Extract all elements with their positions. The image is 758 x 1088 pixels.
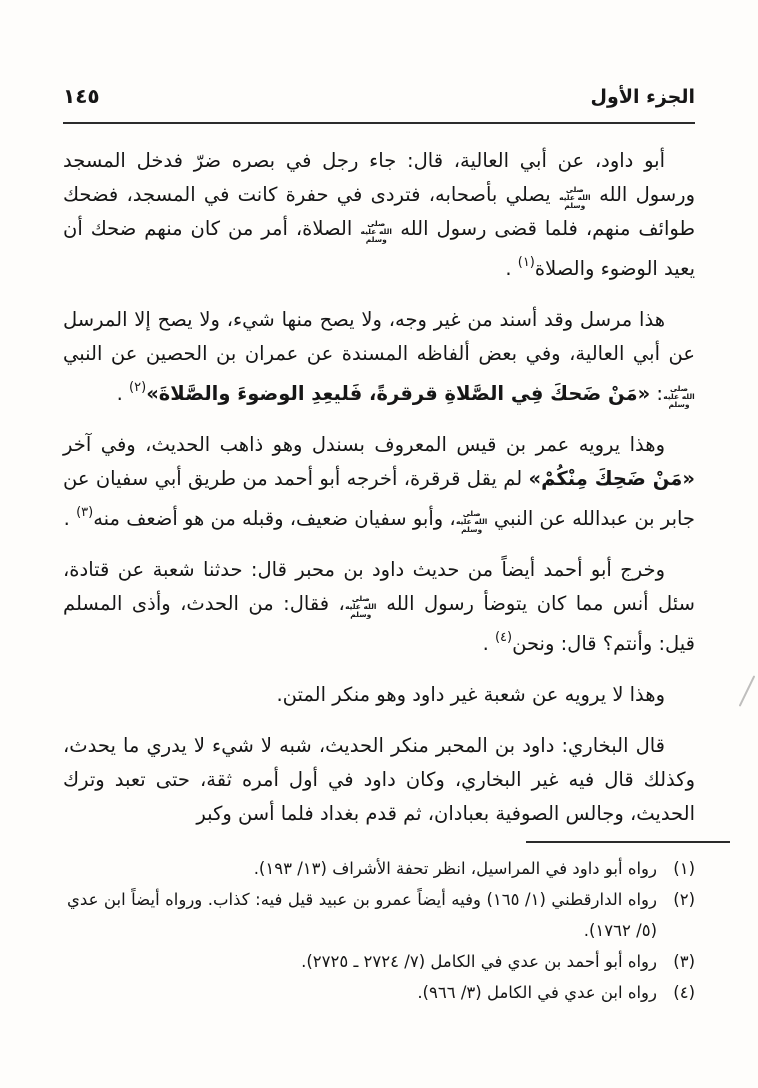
honorific-saw-icon: صلى الله عليه وسلم [345, 594, 377, 619]
footnote-number: (١) [673, 859, 695, 878]
footnote-item [63, 977, 695, 1008]
footnote-number: (٤) [673, 983, 695, 1002]
body-run: وهذا يرويه عمر بن قيس المعروف بسندل وهو ذاهب الحديث، وفي آخر [56, 433, 665, 456]
body-run: . [482, 632, 495, 655]
body-run: أبو داود، عن أبي العالية، قال: جاء رجل في بصره ضرّ فدخل المسجد ورسول الله [56, 149, 695, 206]
footnote-ref: (٣) [76, 505, 94, 520]
paragraph [56, 428, 695, 536]
footnote-text: رواه الدارقطني (١/ ١٦٥) وفيه أيضاً عمرو بن عبيد قيل فيه: كذاب. ورواه أيضاً ابن عدي (٥/ ١٧٦٢). [67, 890, 657, 940]
footnote-ref: (٢) [129, 380, 147, 395]
body-run: : [650, 382, 663, 405]
footnote-text: رواه أبو داود في المراسيل، انظر تحفة الأشراف (١٣/ ١٩٣). [253, 859, 657, 878]
footnote-ref: (٤) [494, 630, 513, 645]
paragraph [63, 678, 695, 712]
body-run: ، فقال: من الحدث، وأذى المسلم قيل: وأنتم؟ قال: ونحن [56, 592, 695, 655]
footnote-text: رواه أبو أحمد بن عدي في الكامل (٧/ ٢٧٢٤ ـ ٢٧٢٥). [301, 952, 657, 971]
body-run: . [63, 507, 77, 530]
body-run: ، وأبو سفيان ضعيف، وقبله من هو أضعف منه [93, 507, 456, 530]
body-run: يصلي بأصحابه، فتردى في حفرة كانت في المسجد، فضحك طوائف منهم، فلما قضى رسول الله [56, 183, 695, 240]
footnote-number: (٢) [673, 890, 695, 909]
body-run: . [505, 257, 518, 280]
footnote-ref: (١) [517, 255, 535, 270]
section-title: الجزء الأول [590, 86, 695, 108]
hadith-quote: «مَنْ ضَحكَ فِي الصَّلاةِ قرقرةً، فَليعِدِ الوضوءَ والصَّلاةَ» [146, 382, 651, 405]
honorific-saw-icon: صلى الله عليه وسلم [559, 185, 591, 210]
footnote-item [63, 853, 695, 884]
honorific-saw-icon: صلى الله عليه وسلم [360, 219, 392, 244]
header-rule [63, 122, 695, 124]
scan-artifact [739, 675, 756, 706]
honorific-saw-icon: صلى الله عليه وسلم [455, 509, 488, 534]
paragraph [56, 144, 695, 286]
footnote-item [63, 884, 695, 946]
body-run: لم يقل قرقرة، أخرجه أبو أحمد من طريق أبي سفيان عن جابر بن عبدالله عن النبي [56, 467, 695, 530]
footnotes-list [63, 853, 695, 1008]
footnote-text: رواه ابن عدي في الكامل (٣/ ٩٦٦). [417, 983, 657, 1002]
body-run: هذا مرسل وقد أسند من غير وجه، ولا يصح منها شيء، ولا يصح إلا المرسل عن أبي العالية، وفي بعض ألفاظه المسندة عن عمران بن الحصين عن النبي [56, 308, 695, 365]
body-run: . [116, 382, 130, 405]
body-run: وهذا لا يرويه عن شعبة غير داود وهو منكر المتن. [276, 683, 665, 706]
page-number: ١٤٥ [63, 84, 100, 108]
paragraph [56, 553, 695, 661]
page-header [0, 0, 758, 108]
paragraph [56, 729, 695, 831]
footnote-item [63, 946, 695, 977]
body-run: الصلاة، أمر من كان منهم ضحك أن يعيد الوضوء والصلاة [56, 217, 695, 280]
body-run: قال البخاري: داود بن المحبر منكر الحديث، شبه لا شيء لا يدري ما يحدث، وكذلك قال فيه غير البخاري، وكان داود في أول أمره ثقة، حتى تعبد وترك الحديث، وجالس الصوفية بعبادان، ثم قدم بغداد فلما أسن وكبر [56, 734, 695, 825]
footnote-number: (٣) [673, 952, 695, 971]
footnote-separator [526, 841, 730, 843]
paragraph [56, 303, 695, 411]
honorific-saw-icon: صلى الله عليه وسلم [663, 384, 695, 409]
body-run: وخرج أبو أحمد أيضاً من حديث داود بن محبر قال: حدثنا شعبة عن قتادة، سئل أنس مما كان يتوضأ رسول الله [56, 558, 695, 615]
hadith-quote: «مَنْ ضَحِكَ مِنْكُمْ» [528, 467, 695, 490]
body-text [56, 144, 695, 831]
